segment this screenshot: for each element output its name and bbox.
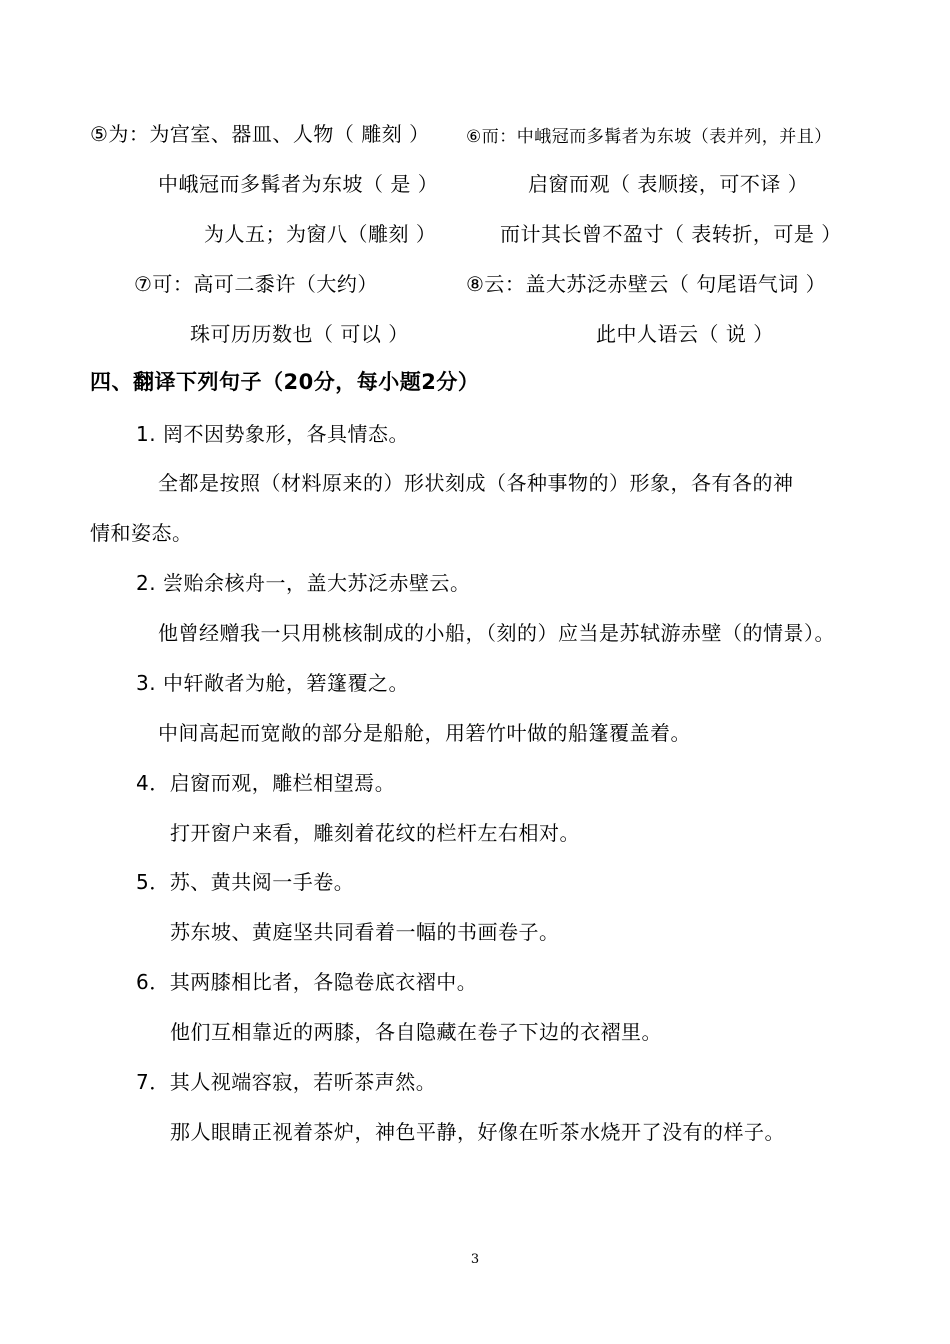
vocab-row1-left: ⑤为：为宫室、器皿、人物（ 雕刻 ） (90, 122, 430, 146)
vocab-row4-left: ⑦可：高可二黍许（大约） (134, 272, 378, 296)
vocab-row2-left: 中峨冠而多髯者为东坡（ 是 ） (158, 172, 439, 196)
vocab-row3-left: 为人五；为窗八（雕刻 ） (204, 222, 437, 246)
item-7-answer: 那人眼睛正视着茶炉，神色平静，好像在听茶水烧开了没有的样子。 (170, 1120, 785, 1144)
vocab-row2-right: 启窗而观（ 表顺接，可不译 ） (528, 172, 809, 196)
vocab-row3-right: 而计其长曾不盈寸（ 表转折，可是 ） (500, 222, 842, 246)
item-4-question: 4．启窗而观，雕栏相望焉。 (136, 771, 396, 795)
item-1-answer: 全都是按照（材料原来的）形状刻成（各种事物的）形象，各有各的神 (158, 471, 794, 495)
section-heading: 四、翻译下列句子（20分，每小题2分） (90, 370, 480, 394)
item-1-question: 1. 罔不因势象形，各具情态。 (136, 422, 409, 446)
vocab-row5-left: 珠可历历数也（ 可以 ） (190, 322, 409, 346)
item-2-question: 2. 尝贻余核舟一，盖大苏泛赤壁云。 (136, 571, 471, 595)
item-6-question: 6．其两膝相比者，各隐卷底衣褶中。 (136, 970, 478, 994)
item-7-question: 7．其人视端容寂，若听茶声然。 (136, 1070, 437, 1094)
item-1-answer-continued: 情和姿态。 (90, 521, 193, 545)
item-5-answer: 苏东坡、黄庭坚共同看着一幅的书画卷子。 (170, 920, 560, 944)
vocab-row5-right: 此中人语云（ 说 ） (596, 322, 774, 346)
item-4-answer: 打开窗户来看，雕刻着花纹的栏杆左右相对。 (170, 821, 580, 845)
item-2-answer: 他曾经赠我一只用桃核制成的小船，（刻的）应当是苏轼游赤壁（的情景）。 (158, 621, 835, 645)
page-number: 3 (470, 1252, 480, 1267)
item-3-question: 3. 中轩敞者为舱，箬篷覆之。 (136, 671, 409, 695)
vocab-row1-right: ⑥而：中峨冠而多髯者为东坡（表并列，并且） (466, 127, 832, 147)
item-5-question: 5．苏、黄共阅一手卷。 (136, 870, 355, 894)
item-3-answer: 中间高起而宽敞的部分是船舱，用箬竹叶做的船篷覆盖着。 (158, 721, 691, 745)
vocab-row4-right: ⑧云：盖大苏泛赤壁云（ 句尾语气词 ） (466, 272, 827, 296)
item-6-answer: 他们互相靠近的两膝，各自隐藏在卷子下边的衣褶里。 (170, 1020, 662, 1044)
